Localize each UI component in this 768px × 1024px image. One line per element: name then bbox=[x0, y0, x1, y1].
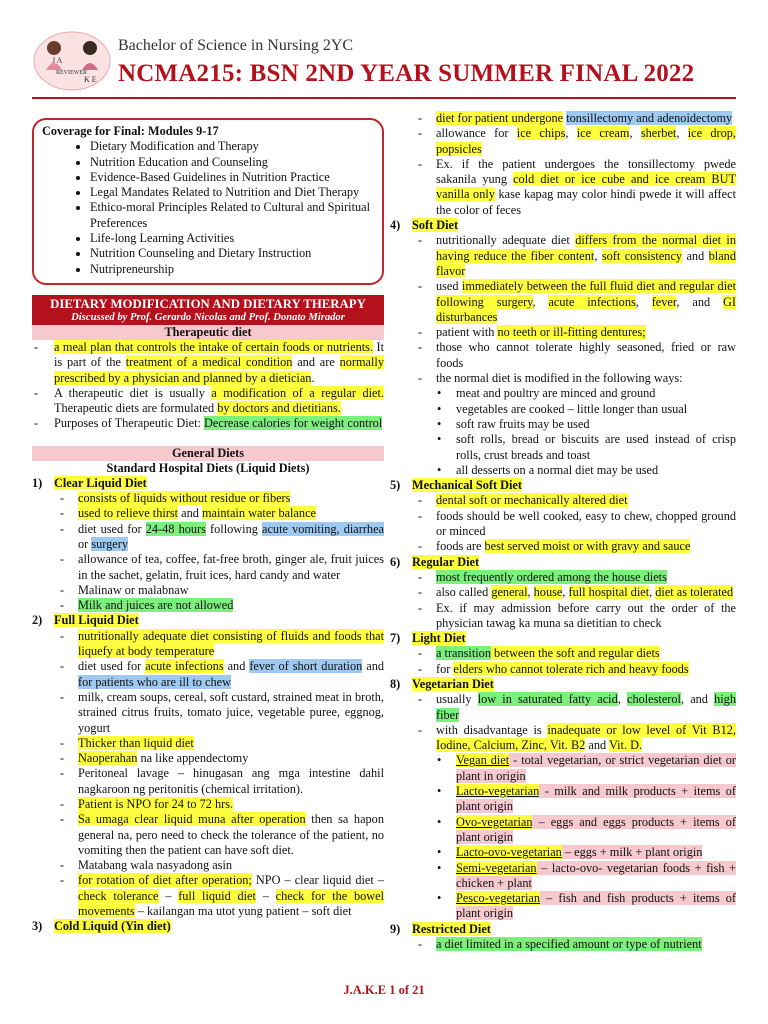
list-item: - a meal plan that controls the intake of certain foods or nutrients. It is part of the treatment of a medical condition and are normally prescribed by a physician and planned by a dietician. bbox=[32, 340, 384, 386]
list-item: - diet used for acute infections and fever of short duration and for patients who are ill to chew bbox=[54, 659, 384, 690]
list-item: • all desserts on a normal diet may be used bbox=[390, 463, 736, 478]
list-item: - milk, cream soups, cereal, soft custard, strained meat in broth, strained citrus fruits, tomato juice, vegetable puree, eggnog, yogurt bbox=[54, 690, 384, 736]
diet-heading-mechanical: 5) Mechanical Soft Diet bbox=[390, 478, 522, 493]
coverage-list bbox=[42, 139, 374, 277]
list-item: - the normal diet is modified in the following ways: bbox=[412, 371, 736, 386]
page-footer: J.A.K.E 1 of 21 bbox=[343, 983, 425, 997]
list-item: • soft raw fruits may be used bbox=[390, 417, 736, 432]
list-item: - Milk and juices are not allowed bbox=[54, 598, 384, 613]
logo-text-top: J A bbox=[52, 56, 63, 65]
coverage-title: Coverage for Final: Modules 9-17 bbox=[42, 124, 219, 138]
diet-heading-vegetarian: 8) Vegetarian Diet bbox=[390, 676, 494, 691]
diet-heading-regular: 6) Regular Diet bbox=[390, 554, 480, 569]
list-item: - Peritoneal lavage – hinugasan ang mga intestine dahil nagkaroon ng peritonitis (chemical irritation). bbox=[54, 766, 384, 797]
list-item: - Malinaw or malabnaw bbox=[54, 583, 384, 598]
right-column bbox=[390, 111, 736, 952]
list-item: • Dietary Modification and Therapy bbox=[90, 139, 374, 154]
header-divider bbox=[32, 97, 736, 99]
list-item: • Nutripreneurship bbox=[90, 262, 374, 277]
list-item: - allowance of tea, coffee, fat-free broth, ginger ale, fruit juices in the sachet, gelatin, fruit ices, hard candy and water bbox=[54, 552, 384, 583]
list-item: - Patient is NPO for 24 to 72 hrs. bbox=[54, 797, 384, 812]
list-item: - Ex. if the patient undergoes the tonsillectomy pwede sakanila yung cold diet or ice cube and ice cream BUT vanilla only kase kapag may color hindi pwede it will affect the color of feces bbox=[412, 157, 736, 218]
list-item: - used to relieve thirst and maintain water balance bbox=[54, 506, 384, 521]
list-item: - patient with no teeth or ill-fitting dentures; bbox=[412, 325, 736, 340]
list-item: • Legal Mandates Related to Nutrition and Diet Therapy bbox=[90, 185, 374, 200]
top-band bbox=[0, 0, 768, 14]
list-item: - Sa umaga clear liquid muna after operation then sa hapon general na, pero need to check the tolerance of the patient, no vomiting then the patient can have soft diet. bbox=[54, 812, 384, 858]
list-item: - diet used for 24-48 hours following acute vomiting, diarrhea or surgery bbox=[54, 522, 384, 553]
list-item: - most frequently ordered among the house diets bbox=[412, 570, 736, 585]
list-item: • Evidence-Based Guidelines in Nutrition Practice bbox=[90, 170, 374, 185]
list-item: - allowance for ice chips, ice cream, sherbet, ice drop, popsicles bbox=[412, 126, 736, 157]
logo-text-bot: K E bbox=[84, 75, 97, 84]
list-item: • vegetables are cooked – little longer than usual bbox=[390, 402, 736, 417]
diet-heading-restricted: 9) Restricted Diet bbox=[390, 921, 491, 936]
reviewer-logo bbox=[32, 30, 112, 92]
list-item: - consists of liquids without residue or fibers bbox=[54, 491, 384, 506]
list-item: • Vegan diet - total vegetarian, or strict vegetarian diet or plant in origin bbox=[390, 753, 736, 784]
list-item: • soft rolls, bread or biscuits are used instead of crisp rolls, crust breads and toast bbox=[390, 432, 736, 463]
list-item: - also called general, house, full hospital diet, diet as tolerated bbox=[412, 585, 736, 600]
header-subtitle: Bachelor of Science in Nursing 2YC bbox=[118, 37, 354, 54]
standard-diets-heading: Standard Hospital Diets (Liquid Diets) bbox=[32, 461, 384, 476]
list-item: - a transition between the soft and regular diets bbox=[412, 646, 736, 661]
diet-heading-clear: 1) Clear Liquid Diet bbox=[32, 475, 147, 490]
page-title: NCMA215: BSN 2ND YEAR SUMMER FINAL 2022 bbox=[118, 60, 695, 87]
logo-text-mid: REVIEWER bbox=[56, 70, 87, 76]
list-item: - Thicker than liquid diet bbox=[54, 736, 384, 751]
list-item: • Nutrition Counseling and Dietary Instruction bbox=[90, 246, 374, 261]
list-item: - Matabang wala nasyadong asin bbox=[54, 858, 384, 873]
section-presenters: Discussed by Prof. Gerardo Nicolas and Prof. Donato Mirador bbox=[32, 311, 384, 325]
list-item: - a diet limited in a specified amount or type of nutrient bbox=[412, 937, 736, 952]
diet-heading-light: 7) Light Diet bbox=[390, 631, 466, 646]
diet-heading-soft: 4) Soft Diet bbox=[390, 218, 459, 233]
list-item: - used immediately between the full fluid diet and regular diet following surgery, acute infections, fever, and GI disturbances bbox=[412, 279, 736, 325]
therapeutic-heading: Therapeutic diet bbox=[32, 325, 384, 340]
list-item: - dental soft or mechanically altered diet bbox=[412, 493, 736, 508]
list-item: - Naoperahan na like appendectomy bbox=[54, 751, 384, 766]
section-title: DIETARY MODIFICATION AND DIETARY THERAPY bbox=[32, 295, 384, 311]
list-item: • Lacto-vegetarian - milk and milk products + items of plant origin bbox=[390, 784, 736, 815]
coverage-box bbox=[32, 118, 384, 285]
list-item: - usually low in saturated fatty acid, cholesterol, and high fiber bbox=[412, 692, 736, 723]
list-item: - diet for patient undergone tonsillectomy and adenoidectomy bbox=[412, 111, 736, 126]
list-item: • Nutrition Education and Counseling bbox=[90, 155, 374, 170]
list-item: • Lacto-ovo-vegetarian – eggs + milk + plant origin bbox=[390, 845, 736, 860]
list-item: • Pesco-vegetarian – fish and fish products + items of plant origin bbox=[390, 891, 736, 922]
list-item: - with disadvantage is inadequate or low level of Vit B12, Iodine, Calcium, Zinc, Vit. B2 and Vit. D. bbox=[412, 723, 736, 754]
list-item: - those who cannot tolerate highly seasoned, fried or raw foods bbox=[412, 340, 736, 371]
list-item: - Purposes of Therapeutic Diet: Decrease calories for weight control bbox=[32, 416, 384, 431]
list-item: - A therapeutic diet is usually a modification of a regular diet. Therapeutic diets are formulated by doctors and dietitians. bbox=[32, 386, 384, 417]
list-item: • Ovo-vegetarian – eggs and eggs products + items of plant origin bbox=[390, 815, 736, 846]
list-item: • Semi-vegetarian – lacto-ovo- vegetarian foods + fish + chicken + plant bbox=[390, 861, 736, 892]
diet-heading-full: 2) Full Liquid Diet bbox=[32, 613, 139, 628]
general-diets-heading: General Diets bbox=[32, 446, 384, 461]
list-item: - nutritionally adequate diet consisting of fluids and foods that liquefy at body temperature bbox=[54, 629, 384, 660]
left-column bbox=[32, 118, 384, 935]
list-item: • meat and poultry are minced and ground bbox=[390, 386, 736, 401]
list-item: - nutritionally adequate diet differs from the normal diet in having reduce the fiber content, soft consistency and bland flavor bbox=[412, 233, 736, 279]
list-item: - foods should be well cooked, easy to chew, chopped ground or minced bbox=[412, 509, 736, 540]
diet-heading-cold: 3) Cold Liquid (Yin diet) bbox=[32, 919, 171, 934]
list-item: - for rotation of diet after operation; NPO – clear liquid diet – check tolerance – full liquid diet – check for the bowel movements – kailangan ma utot yung patient – soft diet bbox=[54, 873, 384, 919]
list-item: - foods are best served moist or with gravy and sauce bbox=[412, 539, 736, 554]
list-item: - for elders who cannot tolerate rich and heavy foods bbox=[412, 662, 736, 677]
list-item: • Life-long Learning Activities bbox=[90, 231, 374, 246]
list-item: - Ex. if may admission before carry out the order of the physician tawag ka muna sa dietitian to check bbox=[412, 601, 736, 632]
list-item: • Ethico-moral Principles Related to Cultural and Spiritual Preferences bbox=[90, 200, 374, 231]
